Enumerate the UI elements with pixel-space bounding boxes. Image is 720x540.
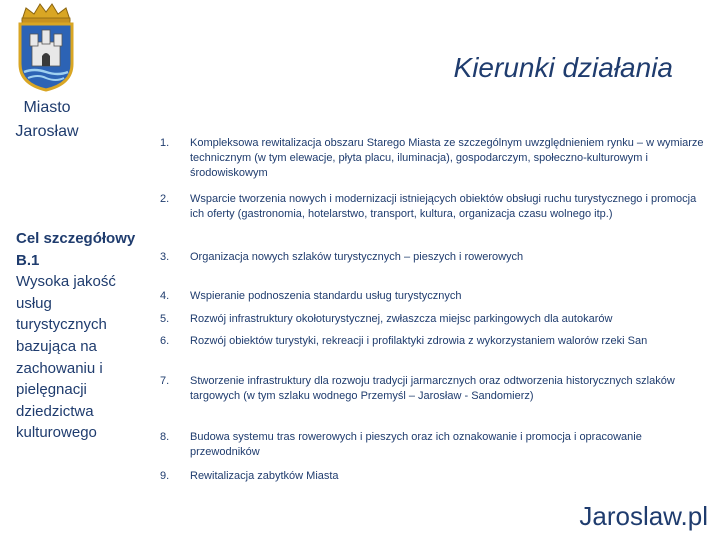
city-name-line1: Miasto xyxy=(23,99,71,116)
list-item xyxy=(160,334,708,349)
brand-tld: pl xyxy=(687,501,708,531)
goal-description xyxy=(16,228,140,444)
list-item-number: 4. xyxy=(160,290,170,302)
list-item xyxy=(160,250,708,265)
list-item-number: 9. xyxy=(160,470,170,482)
list-item-number: 5. xyxy=(160,313,170,325)
list-item-text: Rozwój obiektów turystyki, rekreacji i profilaktyki zdrowia z wykorzystaniem walorów rzeki San xyxy=(190,335,648,347)
list-item-number: 6. xyxy=(160,335,170,347)
list-item xyxy=(160,289,708,304)
brand-dot: . xyxy=(680,501,688,531)
site-brand-link[interactable] xyxy=(579,501,708,532)
list-item xyxy=(160,192,708,222)
list-item-number: 3. xyxy=(160,251,170,263)
list-item-text: Rozwój infrastruktury okołoturystycznej, zwłaszcza miejsc parkingowych dla autokarów xyxy=(190,313,613,325)
list-item-text: Stworzenie infrastruktury dla rozwoju tradycji jarmarcznych oraz odtworzenia historycznych szlaków targowych (w tym szlaku wodnego Przemyśl – Jarosław - Sandomierz) xyxy=(190,375,675,402)
list-item xyxy=(160,469,708,484)
list-item-text: Budowa systemu tras rowerowych i pieszych oraz ich oznakowanie i promocja i opracowanie przewodników xyxy=(190,431,642,458)
list-item-text: Wspieranie podnoszenia standardu usług turystycznych xyxy=(190,290,462,302)
list-item xyxy=(160,312,708,327)
list-item-number: 2. xyxy=(160,193,170,205)
jaroslaw-coat-of-arms-icon xyxy=(14,2,78,92)
list-item xyxy=(160,374,708,404)
list-item-text: Rewitalizacja zabytków Miasta xyxy=(190,470,339,482)
goal-label-line1: Cel szczegółowy xyxy=(16,230,136,247)
brand-main: Jaroslaw xyxy=(579,501,681,531)
list-item-text: Wsparcie tworzenia nowych i modernizacji istniejących obiektów obsługi ruchu turystycznego i promocja ich oferty (gastronomia, hotelarstwo, transport, kultura, organizacja czasu wolnego itp.) xyxy=(190,193,697,220)
list-item-number: 7. xyxy=(160,375,170,387)
goal-text: Wysoka jakość usług turystycznych bazująca na zachowaniu i pielęgnacji dziedzictwa kulturowego xyxy=(16,273,116,442)
list-item xyxy=(160,136,708,181)
list-item-number: 8. xyxy=(160,431,170,443)
list-item-text: Organizacja nowych szlaków turystycznych – pieszych i rowerowych xyxy=(190,251,524,263)
list-item-text: Kompleksowa rewitalizacja obszaru Starego Miasta ze szczególnym uwzględnieniem rynku – w wymiarze technicznym (w tym elewacje, płyta placu, iluminacja), gospodarczym, społeczno-kulturowym i środowiskowym xyxy=(190,137,704,179)
list-item-number: 1. xyxy=(160,137,170,149)
page-title: Kierunki działania xyxy=(453,52,673,83)
city-name-line2: Jarosław xyxy=(15,123,79,140)
goal-label-line2: B.1 xyxy=(16,251,40,269)
list-item xyxy=(160,430,708,460)
city-name xyxy=(4,96,90,144)
